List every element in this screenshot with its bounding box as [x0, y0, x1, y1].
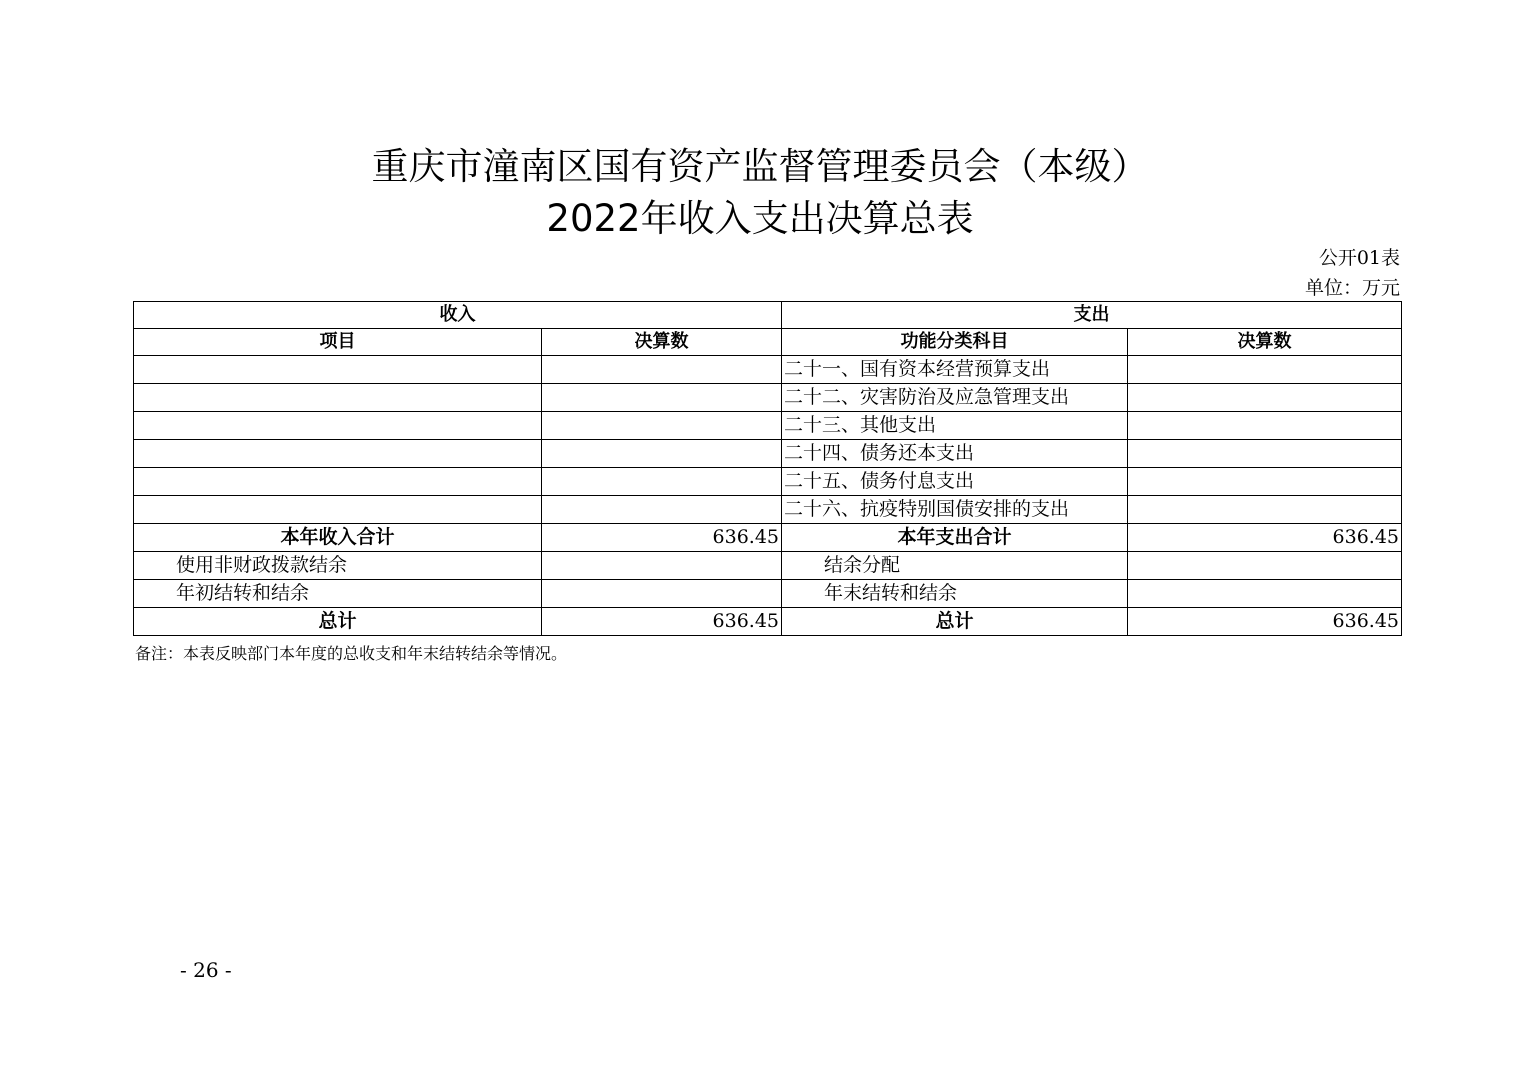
grand-expense-total-value: 636.45	[1128, 608, 1402, 636]
expense-category: 二十二、灾害防治及应急管理支出	[782, 384, 1128, 412]
table-row	[134, 496, 1402, 524]
table-row	[134, 552, 1402, 580]
empty-cell	[134, 384, 542, 412]
table-code: 公开01表	[1318, 247, 1400, 269]
empty-cell	[542, 384, 782, 412]
empty-cell	[1128, 552, 1402, 580]
expense-category: 二十四、债务还本支出	[782, 440, 1128, 468]
table-row	[134, 384, 1402, 412]
empty-cell	[542, 552, 782, 580]
page-subtitle: 2022年收入支出决算总表	[546, 197, 974, 240]
year-income-total-label: 本年收入合计	[134, 524, 542, 552]
table-row	[134, 356, 1402, 384]
grand-income-total-label: 总计	[134, 608, 542, 636]
empty-cell	[542, 580, 782, 608]
expense-item: 结余分配	[782, 552, 1128, 580]
empty-cell	[542, 440, 782, 468]
header-item: 项目	[134, 329, 542, 356]
empty-cell	[134, 412, 542, 440]
table-row	[134, 440, 1402, 468]
grand-total-row	[134, 608, 1402, 636]
empty-cell	[542, 496, 782, 524]
empty-cell	[1128, 384, 1402, 412]
empty-cell	[542, 468, 782, 496]
table-row	[134, 412, 1402, 440]
grand-expense-total-label: 总计	[782, 608, 1128, 636]
expense-category: 二十一、国有资本经营预算支出	[782, 356, 1128, 384]
empty-cell	[1128, 580, 1402, 608]
table-row	[134, 580, 1402, 608]
income-item: 年初结转和结余	[134, 580, 542, 608]
page-title: 重庆市潼南区国有资产监督管理委员会（本级）	[371, 145, 1149, 188]
unit-label: 单位：万元	[1304, 277, 1400, 299]
header-row-columns	[134, 329, 1402, 356]
expense-category: 二十六、抗疫特别国债安排的支出	[782, 496, 1128, 524]
year-expense-total-label: 本年支出合计	[782, 524, 1128, 552]
expense-item: 年末结转和结余	[782, 580, 1128, 608]
empty-cell	[1128, 356, 1402, 384]
empty-cell	[134, 356, 542, 384]
header-amount-income: 决算数	[542, 329, 782, 356]
empty-cell	[134, 468, 542, 496]
table-row	[134, 468, 1402, 496]
empty-cell	[542, 412, 782, 440]
expense-category: 二十三、其他支出	[782, 412, 1128, 440]
expense-category: 二十五、债务付息支出	[782, 468, 1128, 496]
year-total-row	[134, 524, 1402, 552]
empty-cell	[134, 440, 542, 468]
empty-cell	[1128, 412, 1402, 440]
budget-summary-table	[133, 301, 1402, 636]
header-expense: 支出	[782, 302, 1402, 329]
year-expense-total-value: 636.45	[1128, 524, 1402, 552]
empty-cell	[134, 496, 542, 524]
empty-cell	[542, 356, 782, 384]
grand-income-total-value: 636.45	[542, 608, 782, 636]
empty-cell	[1128, 440, 1402, 468]
header-func-category: 功能分类科目	[782, 329, 1128, 356]
header-income: 收入	[134, 302, 782, 329]
header-amount-expense: 决算数	[1128, 329, 1402, 356]
empty-cell	[1128, 496, 1402, 524]
footnote: 备注：本表反映部门本年度的总收支和年末结转结余等情况。	[135, 644, 568, 663]
income-item: 使用非财政拨款结余	[134, 552, 542, 580]
year-income-total-value: 636.45	[542, 524, 782, 552]
header-row-group	[134, 302, 1402, 329]
empty-cell	[1128, 468, 1402, 496]
page-number: - 26 -	[180, 958, 232, 982]
